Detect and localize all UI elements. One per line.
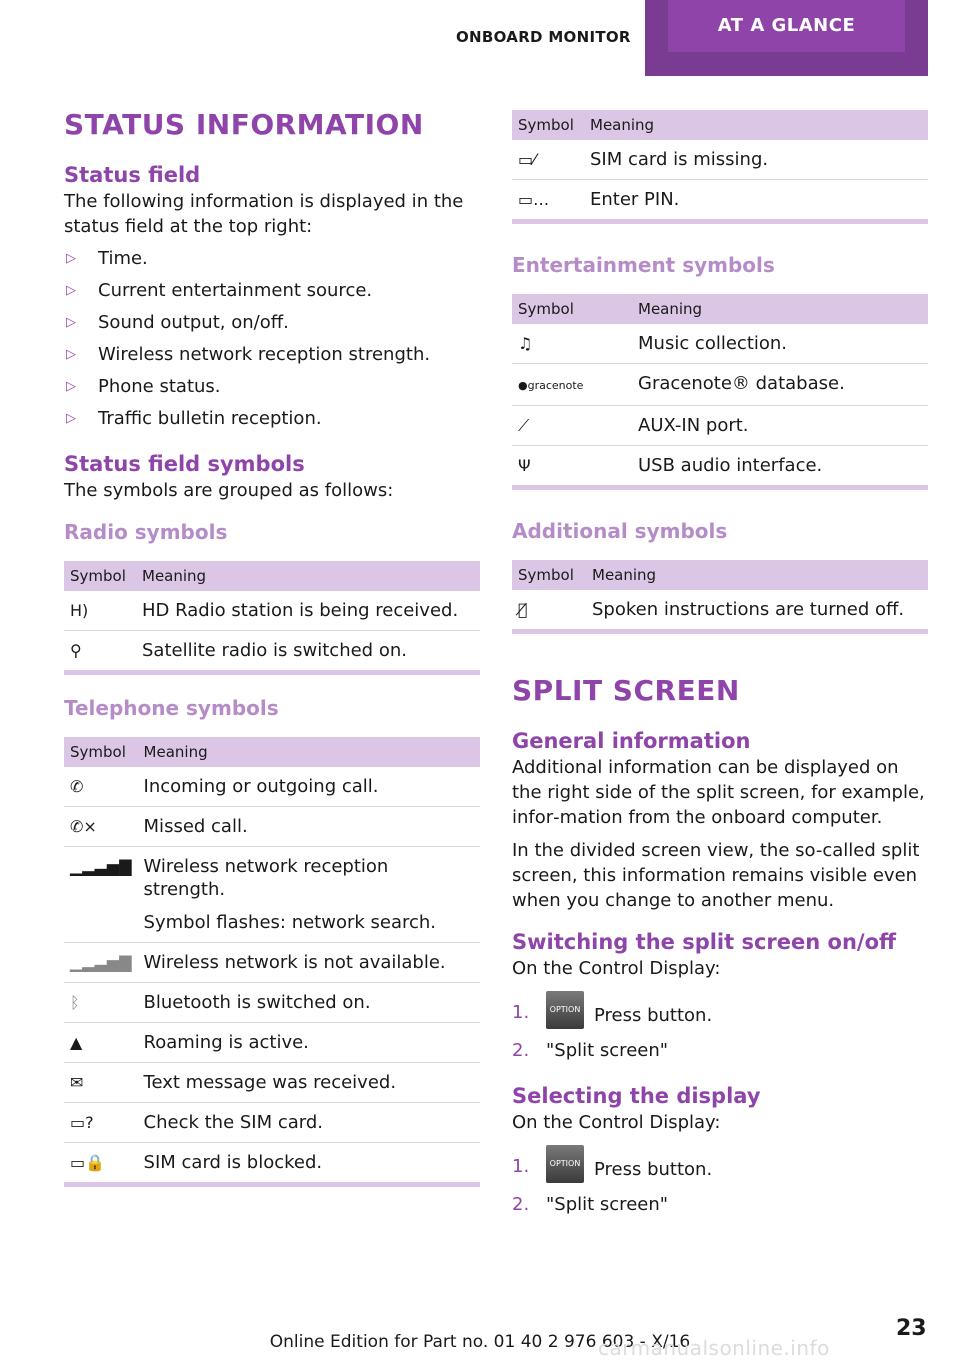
additional-table: [512, 560, 928, 629]
list-item: ▷ Traffic bulletin reception.: [64, 403, 480, 435]
table-row: ▭? Check the SIM card.: [64, 1103, 480, 1143]
entertainment-table: [512, 294, 928, 485]
table-row: ✆ Incoming or outgoing call.: [64, 767, 480, 807]
table-row: ▁▂▃▅▇ Wireless network reception strength. Symbol flashes: network search.: [64, 847, 480, 943]
column-header-meaning: Meaning: [632, 294, 928, 324]
table-row: 🗣̸ Spoken instructions are turned off.: [518, 599, 905, 620]
list-item: ▷ Wireless network reception strength.: [64, 339, 480, 371]
select-intro: On the Control Display:: [512, 1112, 721, 1134]
list-item: ▷ Current entertainment source.: [64, 275, 480, 307]
column-header-symbol: Symbol: [64, 737, 138, 767]
additional-heading: Additional symbols: [512, 519, 728, 543]
list-item: 2. "Split screen": [512, 1194, 669, 1216]
column-header-symbol: Symbol: [512, 294, 632, 324]
gracenote-icon: ●gracenote: [518, 379, 584, 392]
list-item: ▷ Phone status.: [64, 371, 480, 403]
telephone-heading: Telephone symbols: [64, 696, 279, 721]
status-field-heading: Status field: [64, 162, 201, 187]
sim-pin-icon: ▭…: [518, 190, 550, 209]
voice-off-icon: 🗣̸: [518, 600, 528, 619]
table-row: ⟋ AUX-IN port.: [512, 406, 928, 446]
column-header-symbol: Symbol: [512, 560, 586, 590]
option-button[interactable]: OPTION: [546, 991, 584, 1029]
header-nav: [0, 0, 960, 76]
table-row: ●gracenote Gracenote® database.: [512, 364, 928, 406]
satellite-icon: ⚲: [70, 641, 82, 661]
table-row: ▭🔒 SIM card is blocked.: [70, 1152, 323, 1174]
no-network-icon: ▁▂▃▅▇: [70, 953, 132, 973]
general-paragraph-2: In the divided screen view, the so-called split screen, this information remains visible even when you change to another menu.: [512, 839, 920, 911]
select-steps: [512, 1151, 928, 1221]
symbols-heading: Status field symbols: [64, 451, 305, 476]
column-header-meaning: Meaning: [136, 561, 480, 591]
roaming-icon: ▲: [70, 1033, 83, 1053]
table-row: ✉ Text message was received.: [64, 1063, 480, 1103]
bluetooth-icon: ᛒ: [70, 993, 80, 1013]
column-header-symbol: Symbol: [64, 561, 136, 591]
envelope-icon: ✉: [70, 1073, 84, 1093]
usb-icon: Ψ: [518, 456, 531, 475]
radio-heading: Radio symbols: [64, 520, 228, 545]
right-column: [512, 110, 928, 1221]
sim-blocked-icon: ▭🔒: [70, 1153, 106, 1173]
switch-steps: [512, 997, 928, 1067]
table-row: ✆× Missed call.: [64, 807, 480, 847]
bullet-triangle-icon: ▷: [66, 282, 76, 298]
list-item: 1. OPTION Press button.: [512, 1151, 928, 1189]
select-heading: Selecting the display: [512, 1084, 761, 1109]
table-row: ⚲ Satellite radio is switched on.: [70, 640, 407, 662]
column-header-meaning: Meaning: [584, 110, 928, 140]
chapter-tab[interactable]: [645, 0, 928, 76]
general-heading: General information: [512, 728, 751, 753]
page-number: 23: [896, 1316, 927, 1341]
list-item: ▷ Sound output, on/off.: [64, 307, 480, 339]
footer-edition: Online Edition for Part no. 01 40 2 976 603 - X/16: [269, 1332, 691, 1352]
general-paragraph-1: Additional information can be displayed on the right side of the split screen, for example, infor‐mation from the onboard computer.: [512, 756, 925, 828]
sim-check-icon: ▭?: [70, 1113, 94, 1133]
symbols-intro: The symbols are grouped as follows:: [64, 480, 394, 502]
radio-table: [64, 561, 480, 670]
table-row: ▲ Roaming is active.: [64, 1023, 480, 1063]
watermark: carmanualsonline.info: [598, 1336, 830, 1360]
switch-heading: Switching the split screen on/off: [512, 929, 897, 954]
aux-in-icon: ⟋: [518, 416, 530, 435]
sim-missing-icon: ▭⁄: [518, 150, 536, 169]
call-icon: ✆: [70, 777, 84, 797]
list-item: 2. "Split screen": [512, 1040, 669, 1062]
bullet-triangle-icon: ▷: [66, 314, 76, 330]
list-item: ▷ Time.: [64, 243, 480, 275]
bullet-triangle-icon: ▷: [66, 346, 76, 362]
sim-table: [512, 110, 928, 219]
chapter-tab-label: AT A GLANCE: [668, 0, 905, 52]
telephone-table: [64, 737, 480, 1182]
missed-call-icon: ✆×: [70, 817, 97, 837]
status-field-list: [64, 243, 480, 435]
switch-intro: On the Control Display:: [512, 958, 721, 980]
table-row: ▁▂▃▅▇ Wireless network is not available.: [64, 943, 480, 983]
signal-strength-icon: ▁▂▃▅▇: [70, 857, 132, 877]
page-title: STATUS INFORMATION: [64, 108, 424, 141]
column-header-symbol: Symbol: [512, 110, 584, 140]
bullet-triangle-icon: ▷: [66, 378, 76, 394]
music-collection-icon: ♫: [518, 334, 533, 353]
bullet-triangle-icon: ▷: [66, 410, 76, 426]
table-row: ᛒ Bluetooth is switched on.: [64, 983, 480, 1023]
table-row: Ψ USB audio interface.: [518, 455, 823, 476]
hd-radio-icon: H): [70, 601, 89, 621]
section-title: ONBOARD MONITOR: [456, 28, 631, 46]
split-screen-title: SPLIT SCREEN: [512, 674, 740, 707]
column-header-meaning: Meaning: [586, 560, 928, 590]
bullet-triangle-icon: ▷: [66, 250, 76, 266]
table-row: ▭⁄ SIM card is missing.: [512, 140, 928, 180]
table-row: ♫ Music collection.: [512, 324, 928, 364]
status-field-intro: The following information is displayed in the status field at the top right:: [64, 190, 464, 237]
table-row: ▭… Enter PIN.: [518, 189, 680, 210]
entertainment-heading: Entertainment symbols: [512, 253, 775, 277]
table-end-rule: [64, 1182, 480, 1187]
left-column: [64, 108, 480, 1187]
table-row: H) HD Radio station is being received.: [64, 591, 480, 631]
list-item: 1. OPTION Press button.: [512, 997, 928, 1035]
column-header-meaning: Meaning: [138, 737, 480, 767]
option-button[interactable]: OPTION: [546, 1145, 584, 1183]
